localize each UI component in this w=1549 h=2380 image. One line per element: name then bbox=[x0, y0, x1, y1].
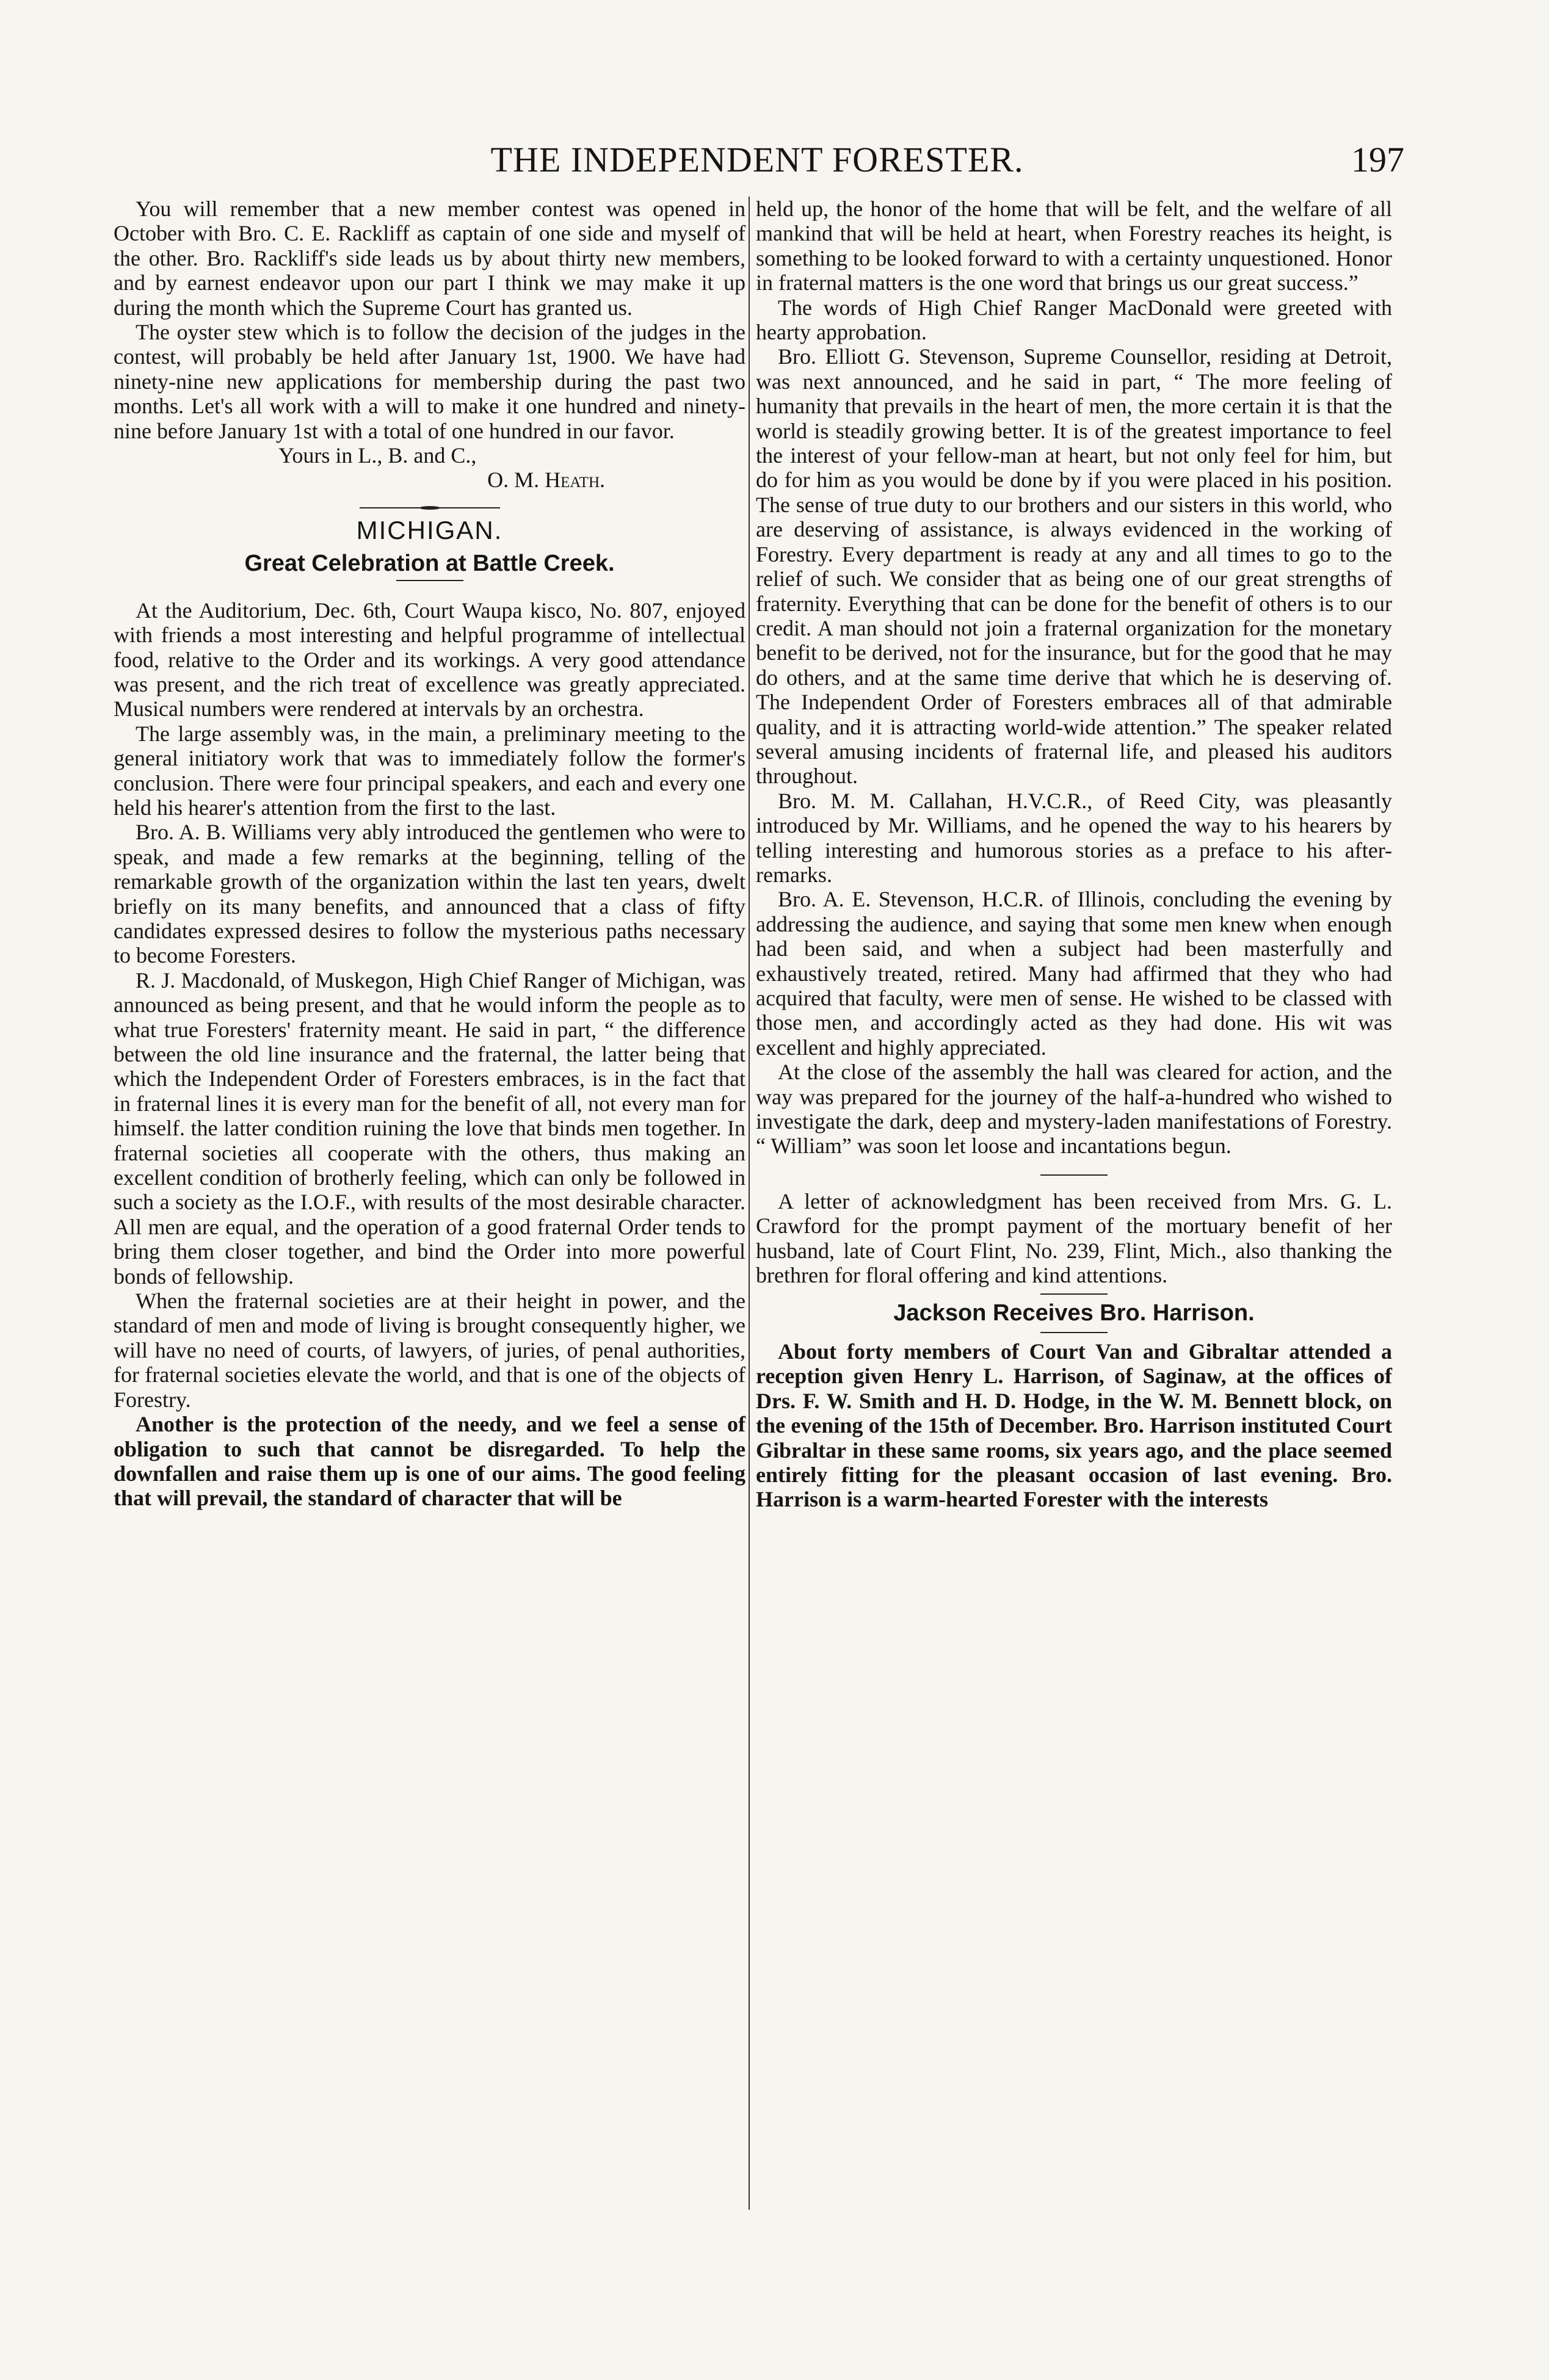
paragraph: The oyster stew which is to follow the decision of the judges in the contest, will probably be held after January 1st, 1900. We have had ninety-nine new applications for membership during the past two months. Let's all work with a will to make it one hundred and ninety-nine before January 1st with a total of one hundred in our favor. bbox=[114, 320, 745, 443]
section-heading: MICHIGAN. bbox=[356, 515, 503, 544]
divider bbox=[1040, 1174, 1108, 1176]
article-headline: Great Celebration at Battle Creek. bbox=[244, 551, 615, 577]
left-column bbox=[114, 197, 745, 1511]
paragraph: At the Auditorium, Dec. 6th, Court Waupa kisco, No. 807, enjoyed with friends a most interesting and helpful programme of intellectual food, relative to the Order and its workings. A very good attendance was present, and the rich treat of excellence was greatly appreciated. Musical numbers were rendered at intervals by an orchestra. bbox=[114, 598, 745, 722]
letter-closing: Yours in L., B. and C., bbox=[278, 443, 477, 468]
divider bbox=[396, 580, 463, 581]
paragraph: At the close of the assembly the hall was cleared for action, and the way was prepared for the journey of the half-a-hundred who wished to investigate the dark, deep and mystery-laden manifestations of Forestry. “ William” was soon let loose and incantations begun. bbox=[756, 1060, 1392, 1159]
paragraph: The words of High Chief Ranger MacDonald were greeted with hearty approbation. bbox=[756, 295, 1392, 345]
page-number: 197 bbox=[1351, 140, 1404, 179]
paragraph: Bro. M. M. Callahan, H.V.C.R., of Reed City, was pleasantly introduced by Mr. Williams, and he opened the way to his hearers by telling interesting and humorous stories as a preface to his after-remarks. bbox=[756, 788, 1392, 887]
paragraph: held up, the honor of the home that will be felt, and the welfare of all mankind that will be held at heart, when Forestry reaches its height, is something to be looked forward to with a certainty unquestioned. Honor in fraternal matters is the one word that brings us our great success.” bbox=[756, 197, 1392, 295]
publication-title: THE INDEPENDENT FORESTER. bbox=[490, 140, 1024, 179]
paragraph: You will remember that a new member contest was opened in October with Bro. C. E. Rackliff as captain of one side and myself of the other. Bro. Rackliff's side leads us by about thirty new members, and by earnest endeavor upon our part I think we may make it up during the month which the Supreme Court has granted us. bbox=[114, 197, 745, 320]
running-header bbox=[110, 139, 1404, 188]
paragraph: Another is the protection of the needy, and we feel a sense of obligation to such that cannot be disregarded. To help the downfallen and raise them up is one of our aims. The good feeling that will prevail, the standard of character that will be bbox=[114, 1412, 745, 1511]
paragraph: Bro. Elliott G. Stevenson, Supreme Counsellor, residing at Detroit, was next announced, and he said in part, “ The more feeling of humanity that prevails in the heart of men, the more certain it is that the world is steadily growing better. It is of the greatest importance to feel the interest of your fellow-man at heart, but not only feel for him, but do for him as you would be done by if you were placed in his position. The sense of true duty to our brothers and our sisters in this world, who are deserving of assistance, is always evidenced in the working of Forestry. Every department is ready at any and all times to go to the relief of such. We consider that as being one of our great strengths of fraternity. Everything that can be done for the benefit of others is to our credit. A man should not join a fraternal organization for the monetary benefit to be derived, not for the insurance, but for the good that he may do others, and at the same time derive that which he is deserving of. The Independent Order of Foresters embraces all of that admirable quality, and it is attracting world-wide attention.” The speaker related several amusing incidents of fraternal life, and pleased his auditors throughout. bbox=[756, 344, 1392, 789]
paragraph: About forty members of Court Van and Gibraltar attended a reception given Henry L. Harrison, of Saginaw, at the offices of Drs. F. W. Smith and H. D. Hodge, in the W. M. Bennett block, on the evening of the 15th of December. Bro. Harrison instituted Court Gibraltar in these same rooms, six years ago, and the place seemed entirely fitting for the pleasant occasion of last evening. Bro. Harrison is a warm-hearted Forester with the interests bbox=[756, 1339, 1392, 1512]
paragraph: A letter of acknowledgment has been received from Mrs. G. L. Crawford for the prompt payment of the mortuary benefit of her husband, late of Court Flint, No. 239, Flint, Mich., also thanking the brethren for floral offering and kind attentions. bbox=[756, 1188, 1392, 1288]
letter-signature: O. M. Heath. bbox=[487, 468, 605, 493]
divider bbox=[1040, 1293, 1108, 1295]
paragraph: The large assembly was, in the main, a preliminary meeting to the general initiatory work that was to immediately follow the former's conclusion. There were four principal speakers, and each and every one held his hearer's attention from the first to the last. bbox=[114, 721, 745, 820]
paragraph: Bro. A. E. Stevenson, H.C.R. of Illinois, concluding the evening by addressing the audience, and saying that some men knew when enough had been said, and when a subject had been masterfully and exhaustively treated, retired. Many had affirmed that they who had acquired that faculty, were men of sense. He wished to be classed with those men, and accordingly acted as they had done. His wit was excellent and highly appreciated. bbox=[756, 887, 1392, 1060]
ornamental-rule bbox=[360, 506, 500, 510]
paragraph: When the fraternal societies are at their height in power, and the standard of men and mode of living is brought consequently higher, we will have no need of courts, of lawyers, of juries, of penal authorities, for fraternal societies elevate the world, and that is one of the objects of Forestry. bbox=[114, 1289, 745, 1412]
paragraph: Bro. A. B. Williams very ably introduced the gentlemen who were to speak, and made a few remarks at the beginning, telling of the remarkable growth of the organization within the last ten years, dwelt briefly on its many benefits, and announced that a class of fifty candidates expressed desires to follow the mysterious paths necessary to become Foresters. bbox=[114, 820, 745, 968]
paragraph: R. J. Macdonald, of Muskegon, High Chief Ranger of Michigan, was announced as being present, and that he would inform the people as to what true Foresters' fraternity meant. He said in part, “ the difference between the old line insurance and the fraternal, the latter being that which the Independent Order of Foresters embraces, is in the fact that in fraternal lines it is every man for the benefit of all, not every man for himself. the latter condition ruining the love that binds men together. In fraternal societies all cooperate with the others, thus making an excellent condition of brotherly feeling, which can only be followed in such a society as the I.O.F., with results of the most desirable character. All men are equal, and the operation of a good fraternal Order tends to bring them closer together, and bind the Order into more powerful bonds of fellowship. bbox=[114, 968, 745, 1289]
right-column bbox=[756, 197, 1392, 1512]
article-headline: Jackson Receives Bro. Harrison. bbox=[893, 1300, 1255, 1326]
column-divider bbox=[749, 197, 750, 2210]
divider bbox=[1040, 1332, 1108, 1333]
